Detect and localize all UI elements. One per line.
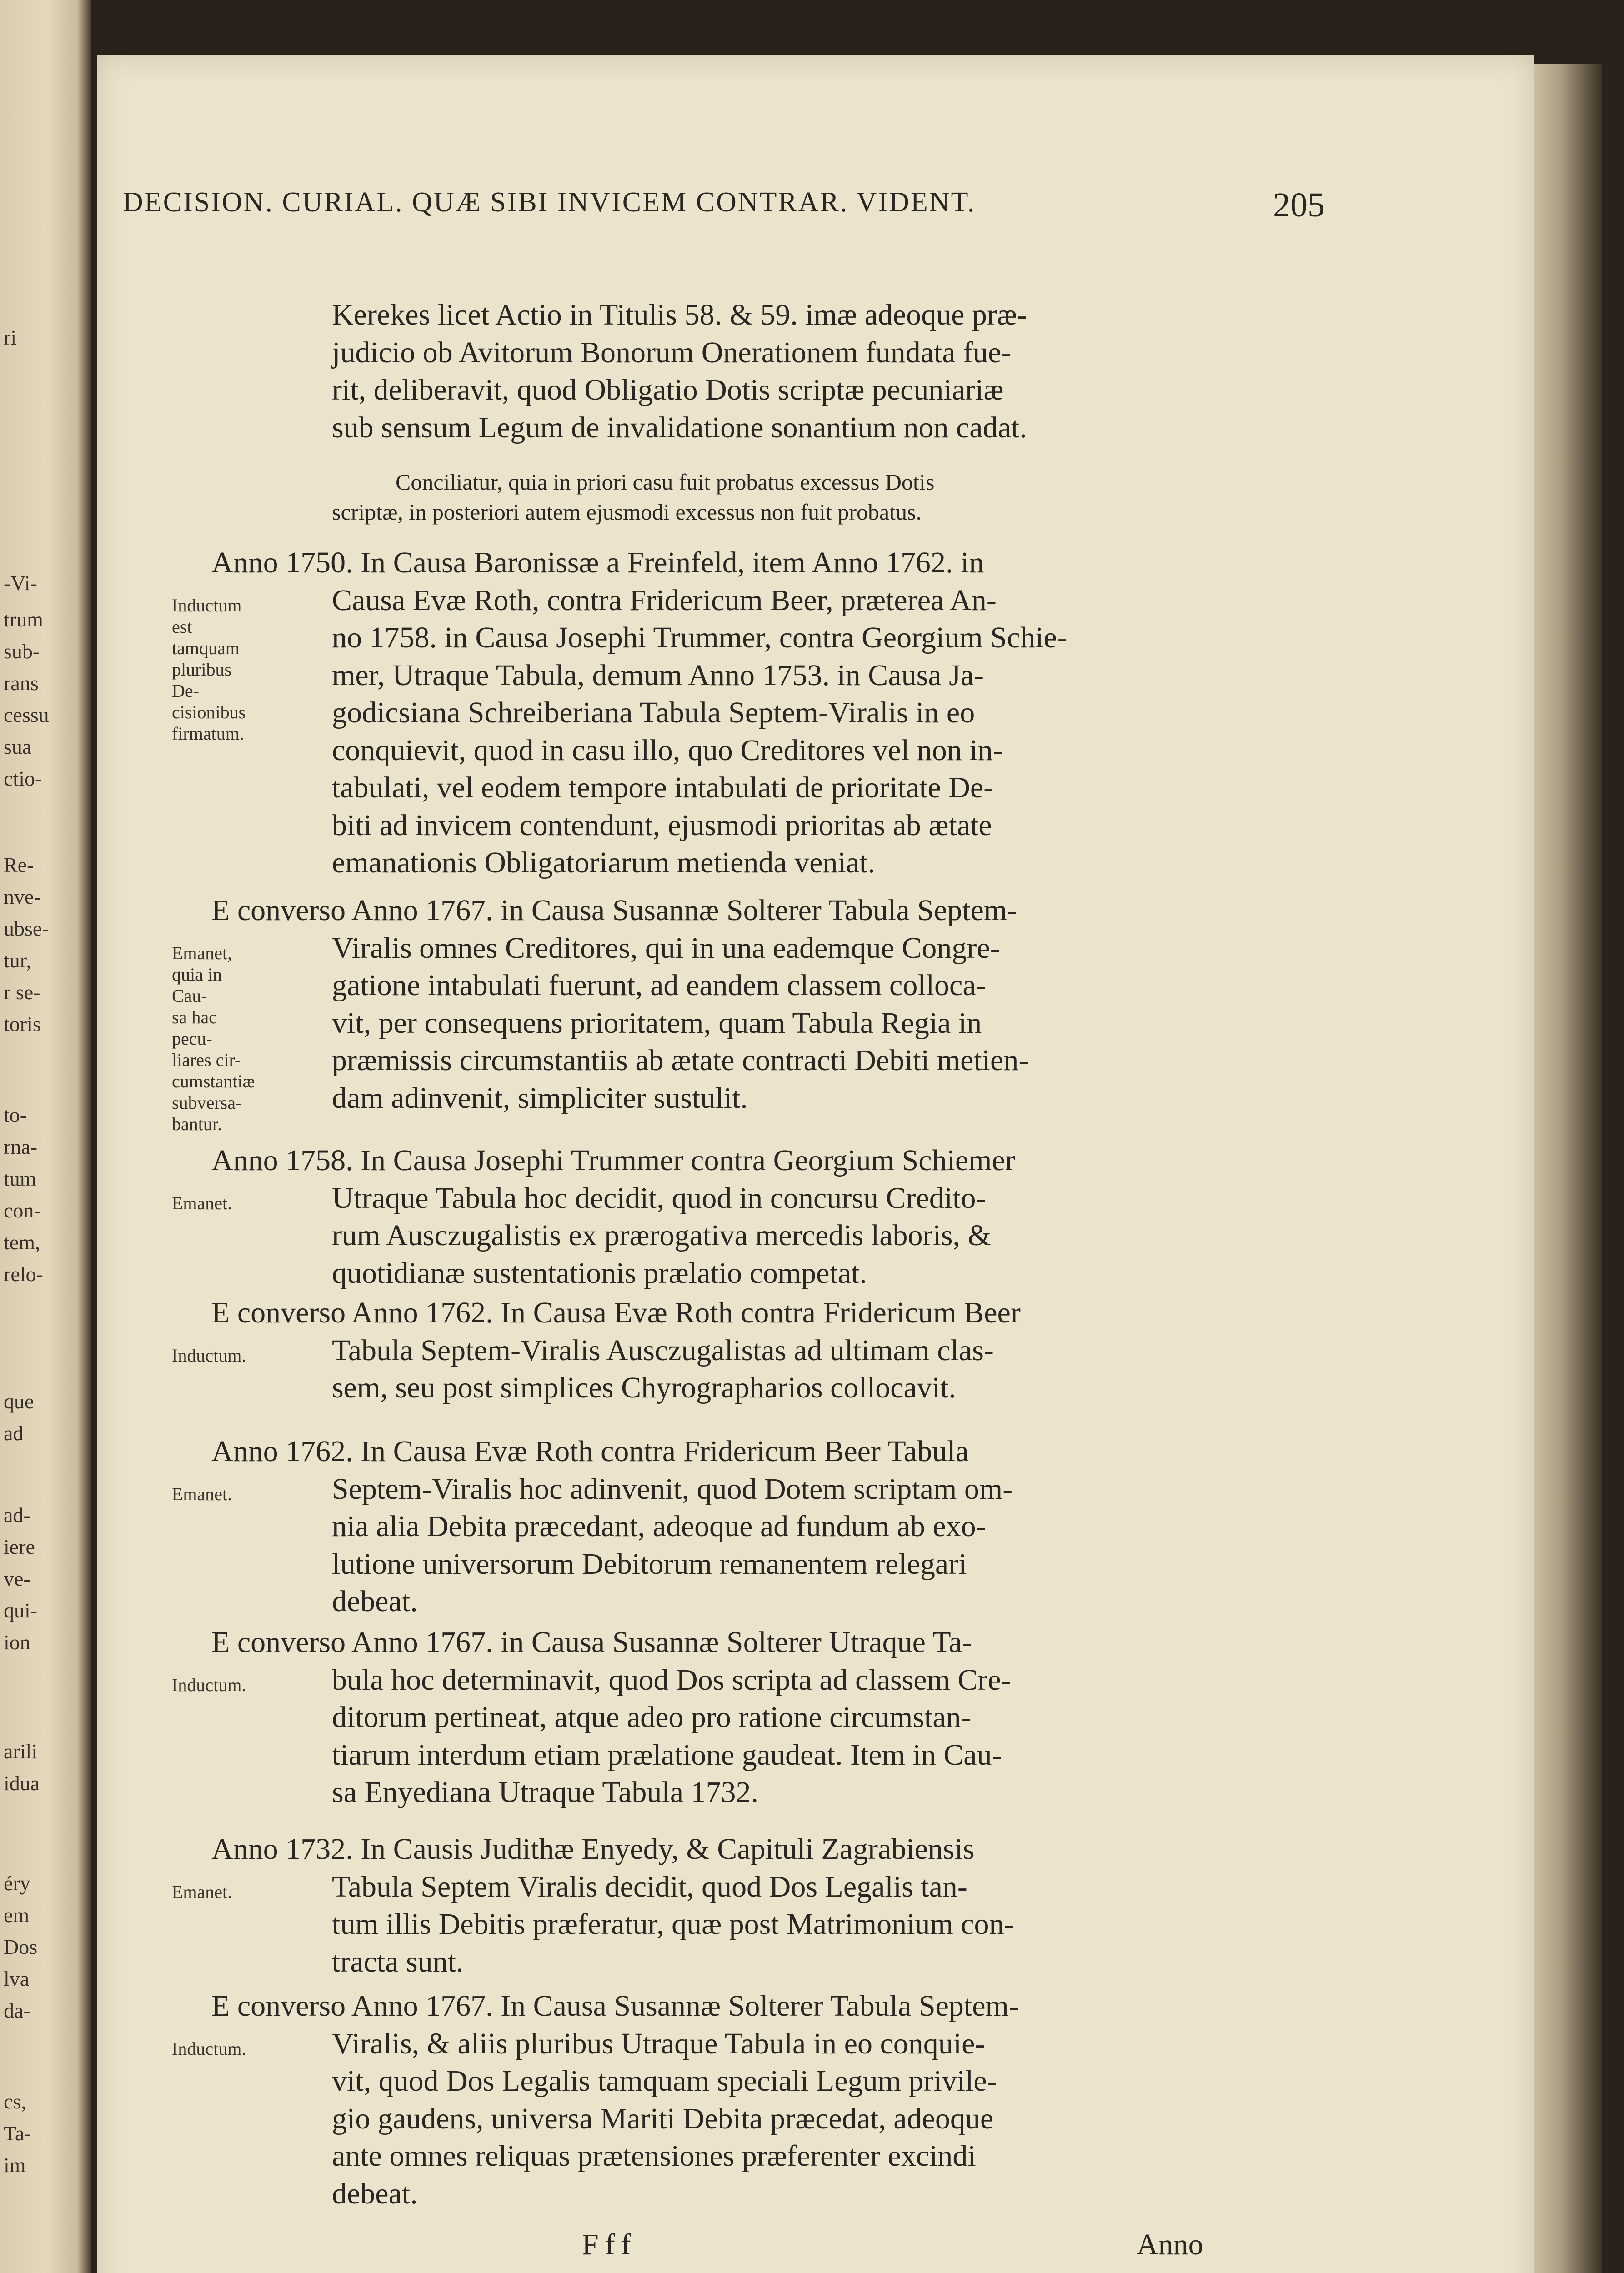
adjacent-page-text-fragment: arili (4, 1740, 38, 1763)
adjacent-page-text-fragment: iere (4, 1535, 35, 1558)
text-line: godicsiana Schreiberiana Tabula Septem-Viralis in eo (332, 696, 975, 729)
margin-note: Emanet. (172, 1483, 232, 1504)
text-line: tracta sunt. (332, 1945, 464, 1978)
adjacent-page-text-fragment: em (4, 1903, 30, 1927)
text-line: sa Enyediana Utraque Tabula 1732. (332, 1776, 759, 1809)
text-line: E converso Anno 1767. in Causa Susannæ Solterer Utraque Ta- (211, 1626, 972, 1659)
adjacent-page-text-fragment: to- (4, 1103, 27, 1126)
adjacent-page-text-fragment: lva (4, 1967, 30, 1990)
adjacent-page-text-fragment: cessu (4, 703, 49, 726)
text-line: judicio ob Avitorum Bonorum Onerationem fundata fue- (332, 335, 1012, 369)
running-header: DECISION. CURIAL. QUÆ SIBI INVICEM CONTRAR. VIDENT. (123, 187, 976, 218)
adjacent-page-text-fragment: ri (4, 326, 17, 349)
text-line: lutione universorum Debitorum remanentem relegari (332, 1547, 967, 1581)
text-line: Causa Evæ Roth, contra Fridericum Beer, præterea An- (332, 583, 997, 617)
text-line: scriptæ, in posteriori autem ejusmodi excessus non fuit probatus. (332, 499, 922, 525)
adjacent-page-text-fragment: éry (4, 1872, 30, 1895)
adjacent-page-edge (0, 0, 91, 2273)
text-line: biti ad invicem contendunt, ejusmodi prioritas ab ætate (332, 808, 992, 842)
margin-note: Emanet. (172, 1881, 232, 1902)
text-line: Tabula Septem-Viralis Ausczugalistas ad ultimam clas- (332, 1333, 994, 1367)
adjacent-page-text-fragment: qui- (4, 1599, 38, 1622)
text-line: quotidianæ sustentationis prælatio competat. (332, 1256, 867, 1290)
text-line: tum illis Debitis præferatur, quæ post Matrimonium con- (332, 1908, 1014, 1941)
signature-mark: Fff (582, 2228, 637, 2261)
text-line: E converso Anno 1767. in Causa Susannæ Solterer Tabula Septem- (211, 894, 1018, 927)
adjacent-page-text-fragment: r se- (4, 981, 40, 1004)
adjacent-page-text-fragment: im (4, 2153, 26, 2177)
adjacent-page-text-fragment: Dos (4, 1935, 38, 1958)
adjacent-page-text-fragment: ve- (4, 1567, 30, 1590)
adjacent-page-text-fragment: rans (4, 671, 39, 695)
text-line: gio gaudens, universa Mariti Debita præcedat, adeoque (332, 2102, 994, 2135)
margin-note: Emanet. (172, 1192, 232, 1213)
page-number: 205 (1273, 186, 1325, 224)
text-line: Septem-Viralis hoc adinvenit, quod Dotem scriptam om- (332, 1472, 1013, 1506)
text-line: ditorum pertineat, atque adeo pro ratione circumstan- (332, 1701, 971, 1734)
adjacent-page-text-fragment: sua (4, 735, 32, 758)
adjacent-page-text-fragment: ctio- (4, 767, 42, 790)
text-line: debeat. (332, 2177, 418, 2210)
text-line: Utraque Tabula hoc decidit, quod in concursu Credito- (332, 1181, 986, 1215)
adjacent-page-text-fragment: ad (4, 1422, 24, 1445)
adjacent-page-text-fragment: tum (4, 1167, 36, 1190)
text-line: tabulati, vel eodem tempore intabulati de prioritate De- (332, 771, 994, 804)
text-line: Conciliatur, quia in priori casu fuit probatus excessus Dotis (396, 469, 935, 495)
text-line: vit, quod Dos Legalis tamquam speciali Legum privile- (332, 2064, 997, 2098)
adjacent-page-text-fragment: -Vi- (4, 571, 37, 595)
text-line: Tabula Septem Viralis decidit, quod Dos Legalis tan- (332, 1870, 967, 1903)
adjacent-page-text-fragment: cs, (4, 2090, 26, 2113)
adjacent-page-text-fragment: toris (4, 1012, 41, 1036)
adjacent-page-text-fragment: idua (4, 1772, 40, 1795)
margin-note: Inductum. (172, 1345, 246, 1366)
catchword: Anno (1137, 2228, 1203, 2261)
text-line: conquievit, quod in casu illo, quo Creditores vel non in- (332, 733, 1003, 767)
text-line: nia alia Debita præcedant, adeoque ad fundum ab exo- (332, 1510, 986, 1543)
text-line: emanationis Obligatoriarum metienda veniat. (332, 846, 875, 879)
adjacent-page-text-fragment: tur, (4, 949, 31, 972)
adjacent-page-text-fragment: ad- (4, 1503, 30, 1527)
adjacent-page-text-fragment: nve- (4, 885, 41, 908)
page-thickness-edge (1534, 64, 1602, 2273)
text-line: Anno 1758. In Causa Josephi Trummer contra Georgium Schiemer (211, 1144, 1015, 1177)
text-line: Anno 1750. In Causa Baronissæ a Freinfeld, item Anno 1762. in (211, 546, 984, 579)
text-line: no 1758. in Causa Josephi Trummer, contra Georgium Schie- (332, 621, 1067, 654)
text-line: debeat. (332, 1585, 418, 1618)
adjacent-page-text-fragment: relo- (4, 1262, 43, 1286)
text-line: E converso Anno 1767. In Causa Susannæ Solterer Tabula Septem- (211, 1989, 1019, 2023)
margin-note: Inductum. (172, 1674, 246, 1695)
adjacent-page-text-fragment: tem, (4, 1231, 40, 1254)
margin-note: Inductum. (172, 2038, 246, 2059)
adjacent-page-text-fragment: Ta- (4, 2122, 31, 2145)
text-line: Anno 1762. In Causa Evæ Roth contra Fridericum Beer Tabula (211, 1435, 969, 1468)
text-line: gatione intabulati fuerunt, ad eandem classem colloca- (332, 969, 986, 1002)
text-line: vit, per consequens prioritatem, quam Tabula Regia in (332, 1006, 982, 1040)
text-line: mer, Utraque Tabula, demum Anno 1753. in Causa Ja- (332, 658, 984, 692)
text-line: sem, seu post simplices Chyrographarios collocavit. (332, 1371, 956, 1404)
text-line: dam adinvenit, simpliciter sustulit. (332, 1081, 748, 1115)
text-line: bula hoc determinavit, quod Dos scripta ad classem Cre- (332, 1663, 1011, 1697)
text-line: tiarum interdum etiam prælatione gaudeat. Item in Cau- (332, 1738, 1002, 1772)
text-line: Viralis, & aliis pluribus Utraque Tabula in eo conquie- (332, 2027, 985, 2060)
text-line: sub sensum Legum de invalidatione sonantium non cadat. (332, 411, 1027, 444)
adjacent-page-text-fragment: con- (4, 1199, 41, 1222)
text-line: rum Ausczugalistis ex prærogativa mercedis laboris, & (332, 1219, 991, 1252)
adjacent-page-text-fragment: trum (4, 608, 43, 631)
text-line: præmissis circumstantiis ab ætate contracti Debiti metien- (332, 1044, 1029, 1077)
text-line: rit, deliberavit, quod Obligatio Dotis scriptæ pecuniariæ (332, 373, 1004, 406)
margin-note: Emanet, quia in Cau- sa hac pecu- liares cir- cumstantiæ subversa- bantur. (172, 942, 255, 1134)
adjacent-page-text-fragment: rna- (4, 1135, 38, 1158)
margin-note: Inductum est tamquam pluribus De- cisionibus firmatum. (172, 595, 246, 744)
adjacent-page-text-fragment: ubse- (4, 917, 49, 940)
text-line: Kerekes licet Actio in Titulis 58. & 59. imæ adeoque præ- (332, 298, 1027, 331)
adjacent-page-text-fragment: ion (4, 1631, 30, 1654)
adjacent-page-text-fragment: sub- (4, 640, 40, 663)
text-line: E converso Anno 1762. In Causa Evæ Roth contra Fridericum Beer (211, 1296, 1021, 1329)
text-line: Anno 1732. In Causis Judithæ Enyedy, & Capituli Zagrabiensis (211, 1832, 975, 1866)
adjacent-page-text-fragment: da- (4, 1999, 30, 2022)
text-line: Viralis omnes Creditores, qui in una eademque Congre- (332, 931, 1000, 965)
adjacent-page-text-fragment: Re- (4, 853, 34, 876)
text-line: ante omnes reliquas prætensiones præferenter excindi (332, 2139, 976, 2173)
adjacent-page-text-fragment: que (4, 1390, 34, 1413)
